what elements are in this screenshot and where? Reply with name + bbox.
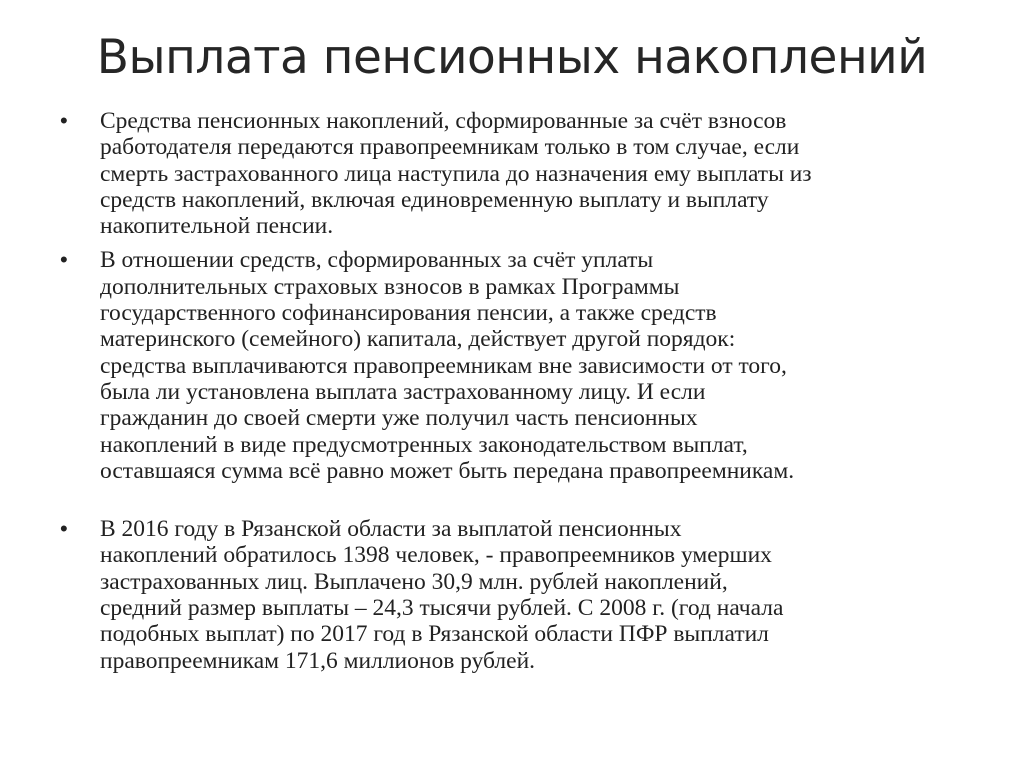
text-line: работодателя передаются правопреемникам только в том случае, если	[100, 134, 800, 161]
bullet-dot-icon: •	[60, 247, 68, 273]
bullet-item-1	[60, 108, 960, 239]
text-line: правопреемникам 171,6 миллионов рублей.	[100, 647, 536, 674]
text-line: застрахованных лиц. Выплачено 30,9 млн. рублей накоплений,	[100, 568, 728, 595]
text-line: была ли установлена выплата застрахованному лицу. И если	[100, 378, 706, 405]
bullet-list	[60, 108, 960, 682]
text-line: средства выплачиваются правопреемникам вне зависимости от того,	[100, 352, 787, 379]
text-line: накопительной пенсии.	[100, 213, 334, 240]
text-line: В отношении средств, сформированных за счёт уплаты	[100, 247, 654, 274]
text-line: накоплений обратилось 1398 человек, - правопреемников умерших	[100, 542, 772, 569]
bullet-dot-icon: •	[60, 516, 68, 542]
text-line: средств накоплений, включая единовременную выплату и выплату	[100, 186, 769, 213]
text-line: гражданин до своей смерти уже получил часть пенсионных	[100, 405, 698, 432]
text-line: дополнительных страховых взносов в рамках Программы	[100, 273, 680, 300]
bullet-item-2	[60, 247, 960, 484]
text-line: подобных выплат) по 2017 год в Рязанской области ПФР выплатил	[100, 621, 769, 648]
text-line: В 2016 году в Рязанской области за выплатой пенсионных	[100, 516, 682, 543]
slide-title: Выплата пенсионных накоплений	[96, 30, 928, 85]
bullet-dot-icon: •	[60, 108, 68, 133]
text-line: Средства пенсионных накоплений, сформированные за счёт взносов	[100, 108, 787, 134]
bullet-item-3	[60, 516, 960, 674]
text-line: средний размер выплаты – 24,3 тысячи рублей. С 2008 г. (год начала	[100, 595, 784, 622]
text-line: смерть застрахованного лица наступила до назначения ему выплаты из	[100, 160, 812, 187]
text-line: накоплений в виде предусмотренных законодательством выплат,	[100, 431, 748, 458]
text-line: государственного софинансирования пенсии, а также средств	[100, 300, 717, 327]
text-line: материнского (семейного) капитала, действует другой порядок:	[100, 326, 736, 353]
text-line: оставшаяся сумма всё равно может быть передана правопреемникам.	[100, 457, 795, 484]
